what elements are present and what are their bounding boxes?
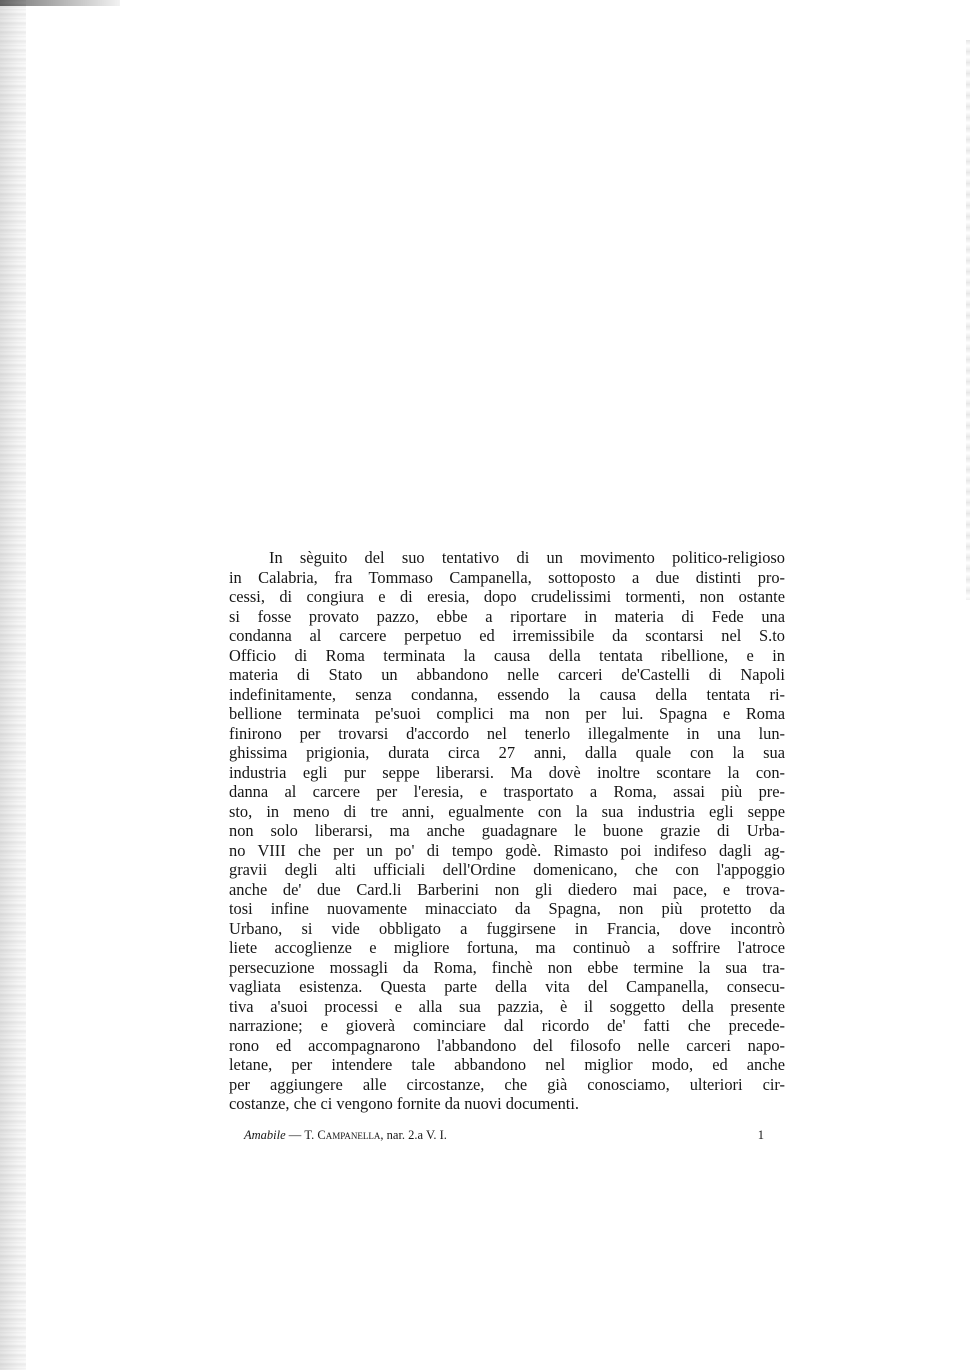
text-line: ghissima prigionia, durata circa 27 anni, dalla quale con la sua bbox=[229, 743, 785, 762]
text-line: no VIII che per un po' di tempo godè. Rimasto poi indifeso dagli ag- bbox=[229, 840, 785, 860]
text-line: industria egli pur seppe liberarsi. Ma dovè inoltre scontare la con- bbox=[229, 762, 785, 782]
text-line: Urbano, si vide obbligato a fuggirsene in Francia, dove incontrò bbox=[229, 918, 785, 938]
text-line: In sèguito del suo tentativo di un movimento politico-religioso bbox=[269, 548, 785, 567]
text-line: per aggiungere alle circostanze, che già conosciamo, ulteriori cir- bbox=[229, 1074, 785, 1094]
scan-edge-right bbox=[966, 40, 970, 600]
text-line: materia di Stato un abbandono nelle carceri de'Castelli di Napoli bbox=[229, 665, 785, 684]
text-line: narrazione; e gioverà cominciare dal ricordo de' fatti che precede- bbox=[229, 1016, 785, 1035]
text-line: indefinitamente, senza condanna, essendo la causa della tentata ri- bbox=[229, 684, 785, 704]
text-line: letane, per intendere tale abbandono nel miglior modo, ed anche bbox=[229, 1055, 785, 1074]
scan-edge-left bbox=[0, 0, 26, 1370]
footer-part: nar. 2.a V. I. bbox=[386, 1128, 447, 1142]
text-line: Officio di Roma terminata la causa della tentata ribellione, e in bbox=[229, 645, 785, 665]
text-line: tosi infine nuovamente minacciato da Spagna, non più protetto da bbox=[229, 899, 785, 918]
text-line: condanna al carcere perpetuo ed irremissibile da scontarsi nel S.to bbox=[229, 626, 785, 645]
text-line: danna al carcere per l'eresia, e trasportato a Roma, assai più pre- bbox=[229, 782, 785, 801]
text-line: tiva a'suoi processi e alla sua pazzia, è il soggetto della presente bbox=[229, 996, 785, 1016]
text-line: gravii degli alti ufficiali dell'Ordine domenicano, che con l'appoggio bbox=[229, 860, 785, 879]
text-line: non solo liberarsi, ma anche guadagnare le buone grazie di Urba- bbox=[229, 821, 785, 840]
text-line: rono ed accompagnarono l'abbandono del filosofo nelle carceri napo- bbox=[229, 1035, 785, 1055]
text-line: finirono per trovarsi d'accordo nel tenerlo illegalmente in una lun- bbox=[229, 723, 785, 743]
footer-title: T. Campanella bbox=[304, 1128, 381, 1142]
text-line: liete accoglienze e migliore fortuna, ma continuò a soffrire l'atroce bbox=[229, 938, 785, 957]
text-line: anche de' due Card.li Barberini non gli diedero mai pace, e trova- bbox=[229, 879, 785, 899]
body-text bbox=[229, 548, 785, 1114]
text-line: vagliata esistenza. Questa parte della vita del Campanella, consecu- bbox=[229, 977, 785, 996]
page-number: 1 bbox=[757, 1128, 764, 1142]
text-line: in Calabria, fra Tommaso Campanella, sottoposto a due distinti pro- bbox=[229, 567, 785, 587]
footer-separator: — bbox=[288, 1128, 302, 1142]
text-line: persecuzione mossagli da Roma, finchè non ebbe termine la sua tra- bbox=[229, 957, 785, 977]
text-line: costanze, che ci vengono fornite da nuovi documenti. bbox=[229, 1094, 580, 1113]
text-line: sto, in meno di tre anni, egualmente con la sua industria egli seppe bbox=[229, 801, 785, 821]
text-line: bellione terminata pe'suoi complici ma non per lui. Spagna e Roma bbox=[229, 704, 785, 723]
text-line: cessi, di congiura e di eresia, dopo crudelissimi tormenti, non ostante bbox=[229, 587, 785, 606]
text-line: si fosse provato pazzo, ebbe a riportare in materia di Fede una bbox=[229, 606, 785, 626]
page-footer bbox=[244, 1126, 764, 1144]
footer-comma: , bbox=[380, 1128, 384, 1142]
footer-author: Amabile bbox=[244, 1128, 286, 1142]
